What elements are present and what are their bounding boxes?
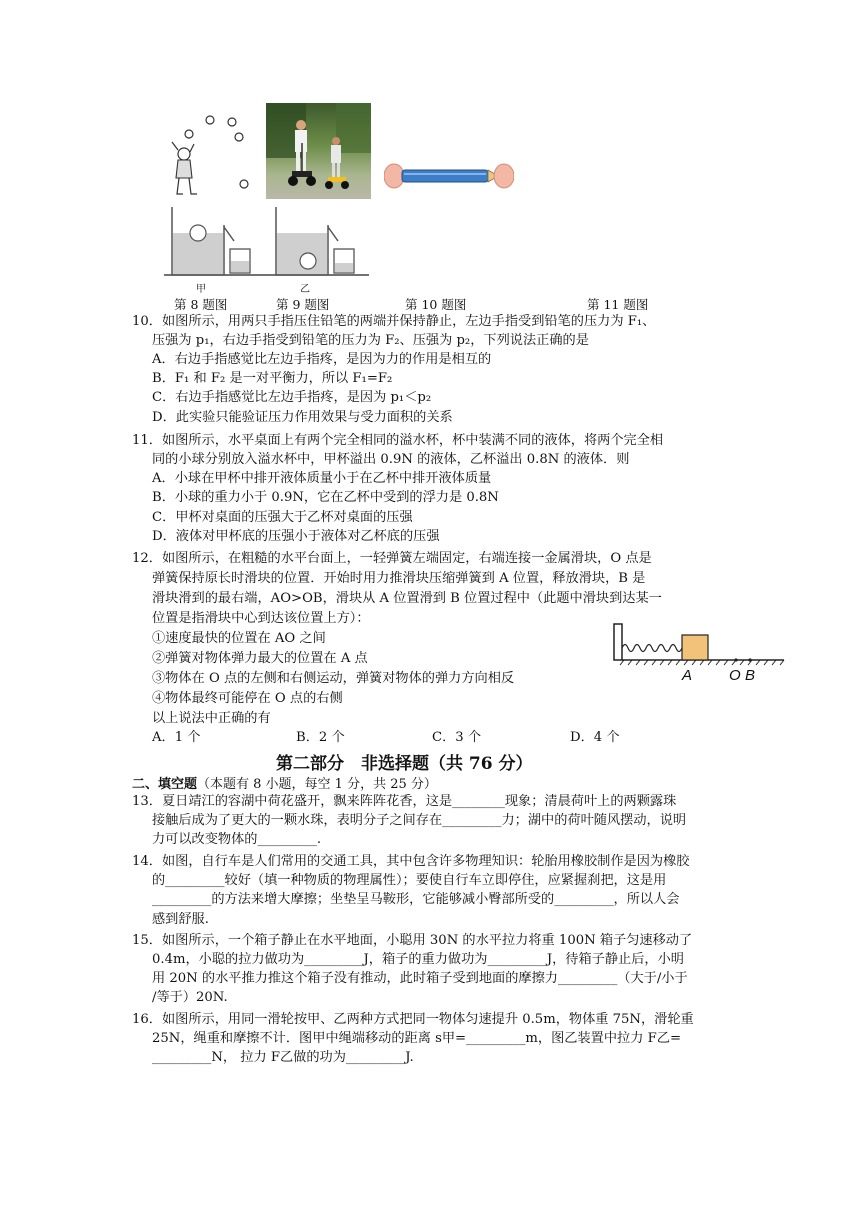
- section-title: 二、填空题: [132, 777, 198, 792]
- part-2-title: 第二部分 非选择题（共 76 分）: [276, 754, 533, 774]
- q12-line: 12．如图所示，在粗糙的水平台面上，一轻弹簧左端固定，右端连接一金属滑块，O 点是: [132, 551, 652, 566]
- q14-line: _________的方法来增大摩擦；坐垫呈马鞍形，它能够减小臀部所受的_________，所以人会: [152, 892, 680, 907]
- section-fill-blank: [132, 773, 437, 792]
- q14-line: 的_________较好（填一种物质的物理属性）；要使自行车立即停住，应紧握刹把，这是用: [152, 873, 667, 888]
- caption-fig-9: 第 9 题图: [276, 297, 330, 312]
- q10-line: 10．如图所示，用两只手指压住铅笔的两端并保持静止，左边手指受到铅笔的压力为 F₁、: [132, 314, 656, 329]
- q16-line: 25N，绳重和摩擦不计．图甲中绳端移动的距离 s甲=_________m，图乙装置中拉力 F乙=: [152, 1031, 682, 1046]
- q11-option-d: D．液体对甲杯底的压强小于液体对乙杯底的压强: [152, 529, 440, 544]
- q15-line: /等于）20N.: [152, 990, 228, 1005]
- q12-statement-3: ③物体在 O 点的左侧和右侧运动，弹簧对物体的弹力方向相反: [152, 671, 515, 686]
- q12-statement-1: ①速度最快的位置在 AO 之间: [152, 631, 326, 646]
- q12-option-b: B．2 个: [296, 730, 345, 745]
- q12-option-a: A．1 个: [152, 730, 201, 745]
- q12-option-d: D．4 个: [570, 730, 620, 745]
- q10-option-d: D．此实验只能验证压力作用效果与受力面积的关系: [152, 410, 453, 425]
- spring-label-a: A: [682, 667, 693, 684]
- q11-line: 11．如图所示，水平桌面上有两个完全相同的溢水杯，杯中装满不同的液体，将两个完全相: [132, 433, 664, 448]
- q16-line: _________N， 拉力 F乙做的功为_________J.: [152, 1050, 414, 1065]
- q13-line: 力可以改变物体的_________.: [152, 832, 322, 847]
- q15-line: 用 20N 的水平推力推这个箱子没有推动，此时箱子受到地面的摩擦力_________（大于/小于: [152, 971, 688, 986]
- section-note: （本题有 8 小题，每空 1 分，共 25 分）: [197, 777, 437, 792]
- q11-option-b: B．小球的重力小于 0.9N，它在乙杯中受到的浮力是 0.8N: [152, 490, 499, 505]
- q12-line: 滑块滑到的最右端，AO>OB，滑块从 A 位置滑到 B 位置过程中（此题中滑块到达某一: [152, 591, 662, 606]
- q15-line: 15．如图所示，一个箱子静止在水平地面，小聪用 30N 的水平拉力将重 100N 箱子匀速移动了: [132, 933, 693, 948]
- q12-line: 弹簧保持原长时滑块的位置．开始时用力推滑块压缩弹簧到 A 位置，释放滑块，B 是: [152, 571, 646, 586]
- q10-line: 压强为 p₁，右边手指受到铅笔的压力为 F₂、压强为 p₂，下列说法正确的是: [152, 333, 589, 348]
- figure-12-spring-block: [612, 622, 792, 682]
- figure-11-overflow-cups: [164, 203, 374, 283]
- figure-10-pencil: [384, 160, 514, 192]
- caption-fig-10: 第 10 题图: [405, 297, 467, 312]
- q12-statement-2: ②弹簧对物体弹力最大的位置在 A 点: [152, 651, 368, 666]
- q11-line: 同的小球分别放入溢水杯中，甲杯溢出 0.9N 的液体，乙杯溢出 0.8N 的液体．则: [152, 452, 630, 467]
- q12-option-c: C．3 个: [432, 730, 482, 745]
- q10-option-a: A．右边手指感觉比左边手指疼，是因为力的作用是相互的: [152, 352, 492, 367]
- caption-fig-8: 第 8 题图: [174, 297, 228, 312]
- spring-label-o: O: [729, 667, 741, 684]
- q16-line: 16．如图所示，用同一滑轮按甲、乙两种方式把同一物体匀速提升 0.5m，物体重 75N，滑轮重: [132, 1012, 694, 1027]
- q10-option-c: C．右边手指感觉比左边手指疼，是因为 p₁＜p₂: [152, 390, 432, 405]
- spring-label-b: B: [745, 667, 756, 684]
- q12-statement-4: ④物体最终可能停在 O 点的右侧: [152, 691, 343, 706]
- cup-label-yi: 乙: [300, 284, 310, 295]
- figure-9-photo: [266, 103, 371, 199]
- q13-line: 13．夏日靖江的容湖中荷花盛开，飘来阵阵花香，这是________现象；清晨荷叶上的两颗露珠: [132, 794, 677, 809]
- q11-option-c: C．甲杯对桌面的压强大于乙杯对桌面的压强: [152, 510, 413, 525]
- q10-option-b: B．F₁ 和 F₂ 是一对平衡力，所以 F₁=F₂: [152, 371, 393, 386]
- figure-8-juggler: [164, 112, 254, 202]
- q12-prompt: 以上说法中正确的有: [152, 711, 271, 726]
- q15-line: 0.4m，小聪的拉力做功为_________J，箱子的重力做功为_________J，待箱子静止后，小明: [152, 952, 684, 967]
- q14-line: 感到舒服.: [152, 912, 209, 927]
- q14-line: 14．如图，自行车是人们常用的交通工具，其中包含许多物理知识：轮胎用橡胶制作是因为橡胶: [132, 854, 690, 869]
- q13-line: 接触后成为了更大的一颗水珠，表明分子之间存在_________力；湖中的荷叶随风摆动，说明: [152, 813, 687, 828]
- q11-option-a: A．小球在甲杯中排开液体质量小于在乙杯中排开液体质量: [152, 471, 492, 486]
- q12-line: 位置是指滑块中心到达该位置上方）：: [152, 611, 370, 626]
- cup-label-jia: 甲: [196, 284, 206, 295]
- caption-fig-11: 第 11 题图: [587, 297, 649, 312]
